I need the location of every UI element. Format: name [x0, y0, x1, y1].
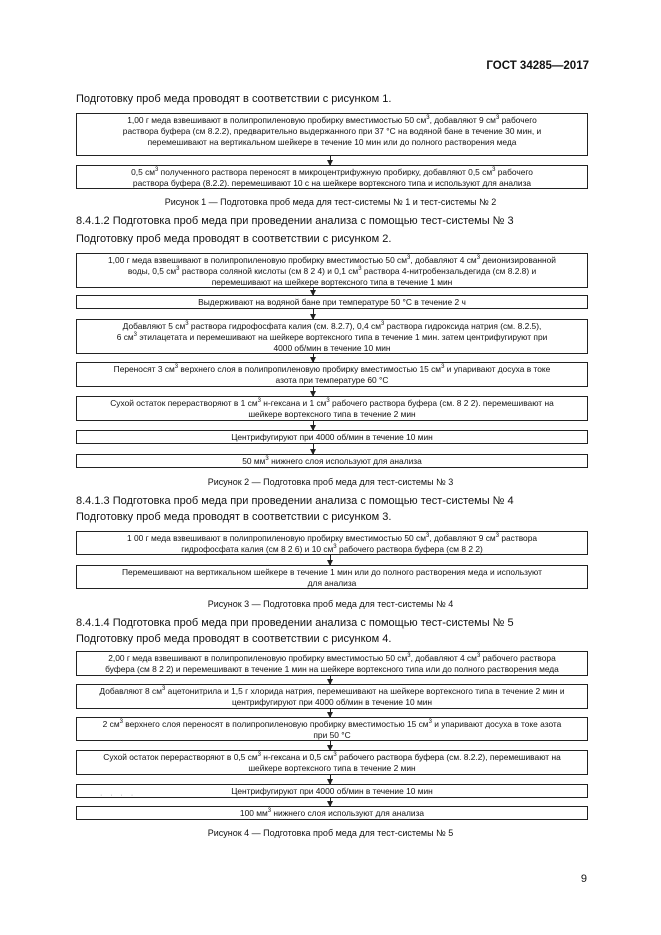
fig4-step-1-line-2: буфера (см 8 2 2) и перемешивают в течение 1 мин на шейкере вортексного типа или до полного растворения меда — [105, 664, 559, 674]
fig2-step-1-line-2: воды, 0,5 $см^3$ раствора соляной кислоты (см 8 2 4) и 0,1 $см^3$ раствора 4-нитробензальдегида (см 8.2.8) и — [127, 266, 537, 276]
flow-arrow — [313, 387, 314, 396]
fig4-step-5 — [76, 784, 588, 798]
flow-arrow — [330, 156, 331, 165]
section-8-4-1-4-title: 8.4.1.4 Подготовка проб меда при проведении анализа с помощью тест-системы № 5 — [76, 617, 514, 629]
fig4-step-3-line-1: 2 $см^3$ верхнего слоя переносят в полипропиленовую пробирку вместимостью 15 $см^3$ и упаривают досуха в токе азота — [102, 719, 562, 729]
fig4-step-4-line-2: шейкере вортексного типа в течение 2 мин — [248, 763, 416, 773]
fig2-step-1-line-3: перемешивают на шейкере вортексного типа в течение 1 мин — [211, 277, 453, 287]
fig2-step-5 — [76, 396, 588, 421]
fig1-step-2 — [76, 165, 588, 189]
fig3-step-1-line-1: 1 00 г меда взвешивают в полипропиленовую пробирку вместимостью 50 $см^3$, добавляют 9 $см^3$ раствора — [126, 533, 538, 543]
fig4-step-4 — [76, 750, 588, 775]
fig2-step-5-line-1: Сухой остаток перерастворяют в 1 $см^3$ н-гексана и 1 $см^3$ рабочего раствора буфера (см. 8 2 2). перемешивают на — [110, 398, 554, 408]
fig3-step-1 — [76, 531, 588, 555]
fig1-step-2-line-1: 0,5 $см^3$ полученного раствора переносят в микроцентрифужную пробирку, добавляют 0,5 $см^3$ рабочего — [131, 167, 533, 177]
fig4-step-3-line-2: при 50 °С — [313, 730, 351, 740]
page-number: 9 — [580, 873, 587, 885]
fig2-step-7 — [76, 454, 588, 468]
flow-arrow — [313, 354, 314, 362]
fig2-step-2 — [76, 295, 588, 309]
fig2-step-4 — [76, 362, 588, 387]
flow-arrow — [313, 444, 314, 454]
fig2-step-5-line-2: шейкере вортексного типа в течение 2 мин — [248, 409, 416, 419]
fig4-step-1-line-1: 2,00 г меда взвешивают в полипропиленовую пробирку вместимостью 50 $см^3$, добавляют 4 $см^3$ рабочего раствора — [108, 653, 556, 663]
figure-1-caption: Рисунок 1 — Подготовка проб меда для тест-системы № 1 и тест-системы № 2 — [164, 197, 497, 207]
scan-artifact: · · · · — [100, 792, 137, 799]
flow-arrow — [330, 676, 331, 684]
fig1-step-2-line-2: раствора буфера (8.2.2). перемешивают 10 с на шейкере вортексного типа и используют для анализа — [132, 178, 532, 188]
fig4-step-3 — [76, 717, 588, 741]
fig2-step-1 — [76, 253, 588, 288]
flow-arrow — [313, 421, 314, 430]
fig4-step-6-line-1: 100 $мм^3$ нижнего слоя используют для анализа — [239, 808, 425, 818]
fig2-step-3 — [76, 319, 588, 354]
section-8-4-1-2-title: 8.4.1.2 Подготовка проб меда при проведении анализа с помощью тест-системы № 3 — [76, 215, 514, 227]
fig4-step-5-line-1: Центрифугируют при 4000 об/мин в течение 10 мин — [231, 786, 433, 796]
fig2-step-3-line-3: 4000 об/мин в течение 10 мин — [273, 343, 391, 353]
fig3-step-2-line-1: Перемешивают на вертикальном шейкере в течение 1 мин или до полного растворения меда и используют — [122, 567, 542, 577]
fig1-step-1-line-1: 1,00 г меда взвешивают в полипропиленовую пробирку вместимостью 50 $см^3$, добавляют 9 $см^3$ рабочего — [127, 115, 537, 125]
flow-arrow — [330, 798, 331, 806]
fig4-step-2-line-1: Добавляют 8 $см^3$ ацетонитрила и 1,5 г хлорида натрия, перемешивают на шейкере вортексного типа в течение 2 мин и — [99, 686, 565, 696]
fig2-step-4-line-1: Переносят 3 $см^3$ верхнего слоя в полипропиленовую пробирку вместимостью 15 $см^3$ и упаривают досуха в токе — [113, 364, 551, 374]
flow-arrow — [330, 709, 331, 717]
fig2-step-4-line-2: азота при температуре 60 °С — [275, 375, 389, 385]
flow-arrow — [313, 288, 314, 295]
fig1-step-1-line-3: перемешивают на вертикальном шейкере в течение 10 мин или до полного растворения меда — [147, 137, 517, 147]
fig2-step-6-line-1: Центрифугируют при 4000 об/мин в течение 10 мин — [231, 432, 433, 442]
figure-4-caption: Рисунок 4 — Подготовка проб меда для тест-системы № 5 — [207, 828, 454, 838]
intro-figure-2: Подготовку проб меда проводят в соответствии с рисунком 2. — [76, 233, 392, 245]
flow-arrow — [313, 309, 314, 319]
fig2-step-2-line-1: Выдерживают на водяной бане при температуре 50 °С в течение 2 ч — [198, 297, 466, 307]
fig3-step-1-line-2: гидрофосфата калия (см 8 2 6) и 10 $см^3$ рабочего раствора буфера (см 8 2 2) — [181, 544, 483, 554]
flow-arrow — [330, 555, 331, 565]
intro-figure-4: Подготовку проб меда проводят в соответствии с рисунком 4. — [76, 633, 392, 645]
intro-figure-3: Подготовку проб меда проводят в соответствии с рисунком 3. — [76, 511, 392, 523]
flow-arrow — [330, 775, 331, 784]
document-header: ГОСТ 34285—2017 — [486, 60, 589, 72]
figure-2-caption: Рисунок 2 — Подготовка проб меда для тест-системы № 3 — [207, 477, 454, 487]
fig1-step-1-line-2: раствора буфера (см 8.2.2), предварительно выдержанного при 37 °С на водяной бане в течение 30 мин, и — [122, 126, 542, 136]
fig4-step-2 — [76, 684, 588, 709]
section-8-4-1-3-title: 8.4.1.3 Подготовка проб меда при проведении анализа с помощью тест-системы № 4 — [76, 495, 514, 507]
fig2-step-6 — [76, 430, 588, 444]
fig4-step-2-line-2: центрифугируют при 4000 об/мин в течение 10 мин — [231, 697, 433, 707]
fig3-step-2 — [76, 565, 588, 589]
figure-3-caption: Рисунок 3 — Подготовка проб меда для тест-системы № 4 — [207, 599, 454, 609]
fig2-step-7-line-1: 50 $мм^3$ нижнего слоя используют для анализа — [242, 456, 422, 466]
flow-arrow — [330, 741, 331, 750]
fig4-step-1 — [76, 651, 588, 676]
fig4-step-6 — [76, 806, 588, 820]
fig1-step-1 — [76, 113, 588, 156]
fig4-step-4-line-1: Сухой остаток перерастворяют в 0,5 $см^3$ н-гексана и 0,5 $см^3$ рабочего раствора буфера (см. 8.2.2), перемешивают на — [103, 752, 561, 762]
intro-figure-1: Подготовку проб меда проводят в соответствии с рисунком 1. — [76, 93, 392, 105]
fig2-step-3-line-2: 6 $см^3$ этилацетата и перемешивают на шейкере вортексного типа в течение 1 мин. затем центрифугируют при — [116, 332, 548, 342]
fig3-step-2-line-2: для анализа — [307, 578, 357, 588]
fig2-step-3-line-1: Добавляют 5 $см^3$ раствора гидрофосфата калия (см. 8.2.7), 0,4 $см^3$ раствора гидроксида натрия (см. 8.2.5), — [122, 321, 542, 331]
fig2-step-1-line-1: 1,00 г меда взвешивают в полипропиленовую пробирку вместимостью 50 $см^3$, добавляют 4 $см^3$ деионизированной — [107, 255, 556, 265]
